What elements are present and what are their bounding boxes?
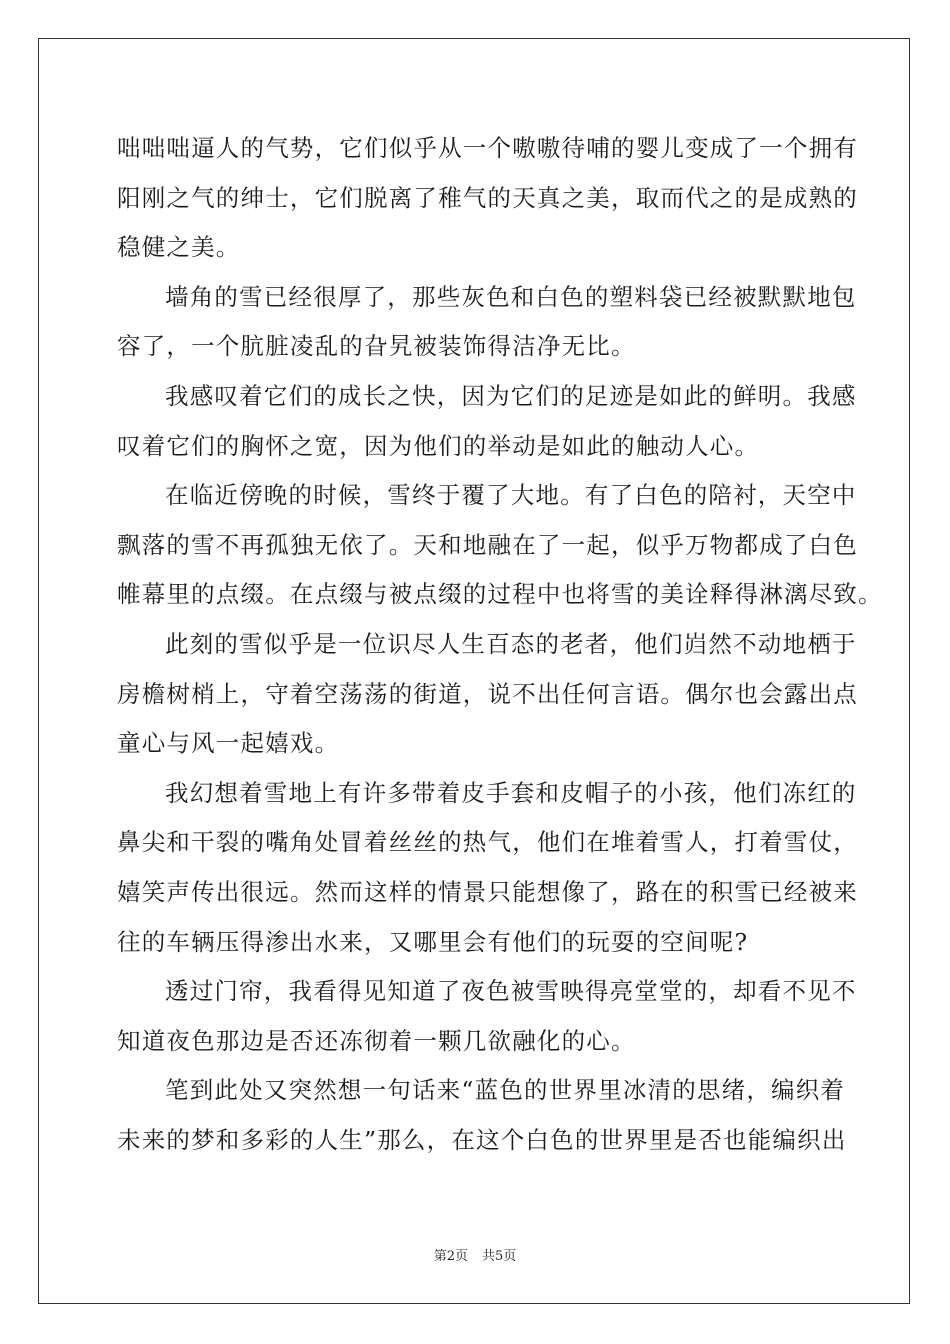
paragraph [117, 1066, 847, 1165]
text-line: 笔到此处又突然想一句话来“蓝色的世界里冰清的思绪，编织着 [165, 1076, 846, 1105]
text-line: 阳刚之气的绅士，它们脱离了稚气的天真之美，取而代之的是成熟的 [117, 183, 858, 212]
text-line: 房檐树梢上，守着空荡荡的街道，说不出任何言语。偶尔也会露出点 [117, 679, 858, 708]
text-line: 童心与风一起嬉戏。 [117, 729, 340, 758]
paragraph [117, 124, 858, 273]
current-page-number: 第2页 [433, 1249, 468, 1264]
page-footer [0, 1245, 950, 1264]
text-line: 咄咄咄逼人的气势，它们似乎从一个嗷嗷待哺的婴儿变成了一个拥有 [117, 134, 858, 162]
text-line: 嬉笑声传出很远。然而这样的情景只能想像了，路在的积雪已经被来 [117, 877, 858, 906]
text-line: 未来的梦和多彩的人生”那么，在这个白色的世界里是否也能编织出 [117, 1125, 847, 1154]
paragraph [117, 967, 857, 1066]
text-line: 此刻的雪似乎是一位识尽人生百态的老者，他们岿然不动地栖于 [165, 629, 857, 658]
text-line: 往的车辆压得渗出水来，又哪里会有他们的玩耍的空间呢? [117, 927, 749, 956]
total-pages: 共5页 [482, 1249, 517, 1264]
document-body [117, 124, 883, 1165]
paragraph [117, 372, 857, 471]
text-line: 墙角的雪已经很厚了，那些灰色和白色的塑料袋已经被默默地包 [165, 282, 857, 311]
text-line: 稳健之美。 [117, 233, 241, 262]
text-line: 飘落的雪不再孤独无依了。天和地融在了一起，似乎万物都成了白色 [117, 530, 858, 559]
text-line: 帷幕里的点缀。在点缀与被点缀的过程中也将雪的美诠释得淋漓尽致。 [117, 580, 883, 609]
text-line: 知道夜色那边是否还冻彻着一颗几欲融化的心。 [117, 1026, 636, 1055]
text-line: 容了，一个肮脏凌乱的旮旯被装饰得洁净无比。 [117, 332, 636, 361]
paragraph [117, 769, 858, 967]
text-line: 鼻尖和干裂的嘴角处冒着丝丝的热气，他们在堆着雪人，打着雪仗， [117, 828, 858, 857]
paragraph [117, 273, 857, 372]
text-line: 透过门帘，我看得见知道了夜色被雪映得亮堂堂的，却看不见不 [165, 977, 857, 1006]
text-line: 我幻想着雪地上有许多带着皮手套和皮帽子的小孩，他们冻红的 [165, 778, 857, 807]
text-line: 在临近傍晚的时候，雪终于覆了大地。有了白色的陪衬，天空中 [165, 481, 857, 510]
paragraph [117, 620, 858, 769]
text-line: 我感叹着它们的成长之快，因为它们的足迹是如此的鲜明。我感 [165, 381, 857, 410]
text-line: 叹着它们的胸怀之宽，因为他们的举动是如此的触动人心。 [117, 431, 760, 460]
paragraph [117, 471, 883, 620]
